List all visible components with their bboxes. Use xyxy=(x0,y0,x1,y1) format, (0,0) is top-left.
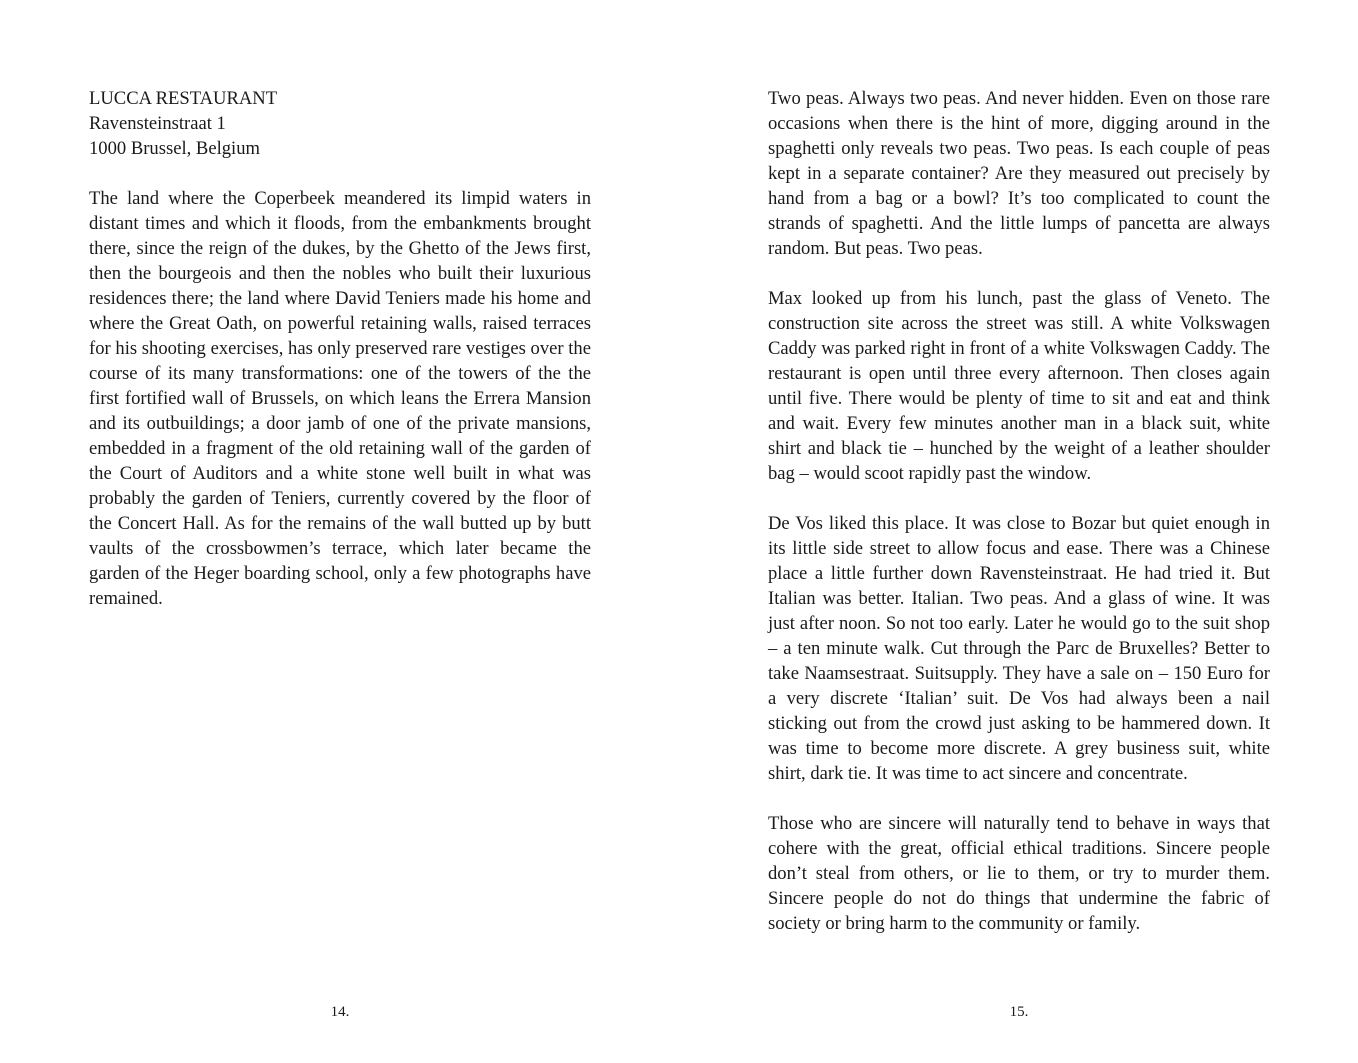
restaurant-city: 1000 Brussel, Belgium xyxy=(89,138,260,159)
page-number: 14. xyxy=(330,1004,350,1020)
paragraph: The land where the Coperbeek meandered its limpid waters in distant times and which it floods, from the embankments brought there, since the reign of the dukes, by the Ghetto of the Jews first, then the bourgeois and then the nobles who built their luxurious residences there; the land where David Teniers made his home and where the Great Oath, on powerful retaining walls, raised terraces for his shooting exercises, has only preserved rare vestiges over the course of its many transformations: one of the towers of the the first fortified wall of Brussels, on which leans the Errera Mansion and its outbuildings; a door jamb of one of the private mansions, embedded in a fragment of the old retaining wall of the garden of the Court of Auditors and a white stone well built in what was probably the garden of Teniers, currently covered by the floor of the Concert Hall. As for the remains of the wall butted up by butt vaults of the crossbowmen’s terrace, which later became the garden of the Heger boarding school, only a few photographs have remained. xyxy=(89,188,591,609)
page-number: 15. xyxy=(1009,1004,1029,1020)
restaurant-name: LUCCA RESTAURANT xyxy=(89,88,278,109)
restaurant-street: Ravensteinstraat 1 xyxy=(89,113,226,134)
restaurant-address xyxy=(89,86,591,161)
right-text-block xyxy=(768,86,1270,961)
paragraph: Max looked up from his lunch, past the glass of Veneto. The construction site across the street was still. A white Volkswagen Caddy was parked right in front of a white Volkswagen Caddy. The restaurant is open until three every afternoon. Then closes again until five. There would be plenty of time to sit and eat and think and wait. Every few minutes another man in a black suit, white shirt and black tie – hunched by the weight of a leather shoulder bag – would scoot rapidly past the window. xyxy=(768,288,1270,484)
left-text-block xyxy=(89,86,591,636)
paragraph: De Vos liked this place. It was close to Bozar but quiet enough in its little side street to allow focus and ease. There was a Chinese place a little further down Ravensteinstraat. He had tried it. But Italian was better. Italian. Two peas. And a glass of wine. It was just after noon. So not too early. Later he would go to the suit shop – a ten minute walk. Cut through the Parc de Bruxelles? Better to take Naamsestraat. Suitsupply. They have a sale on – 150 Euro for a very discrete ‘Italian’ suit. De Vos had always been a nail sticking out from the crowd just asking to be hammered down. It was time to become more discrete. A grey business suit, white shirt, dark tie. It was time to act sincere and concentrate. xyxy=(768,513,1270,784)
right-page xyxy=(679,0,1358,1063)
paragraph: Two peas. Always two peas. And never hidden. Even on those rare occasions when there is the hint of more, digging around in the spaghetti only reveals two peas. Two peas. Is each couple of peas kept in a separate container? Are they measured out precisely by hand from a bag or a bowl? It’s too complicated to count the strands of spaghetti. And the little lumps of pancetta are always random. But peas. Two peas. xyxy=(768,88,1270,259)
paragraph: Those who are sincere will naturally tend to behave in ways that cohere with the great, official ethical traditions. Sincere people don’t steal from others, or lie to them, or try to murder them. Sincere people do not do things that undermine the fabric of society or bring harm to the community or family. xyxy=(768,813,1270,934)
